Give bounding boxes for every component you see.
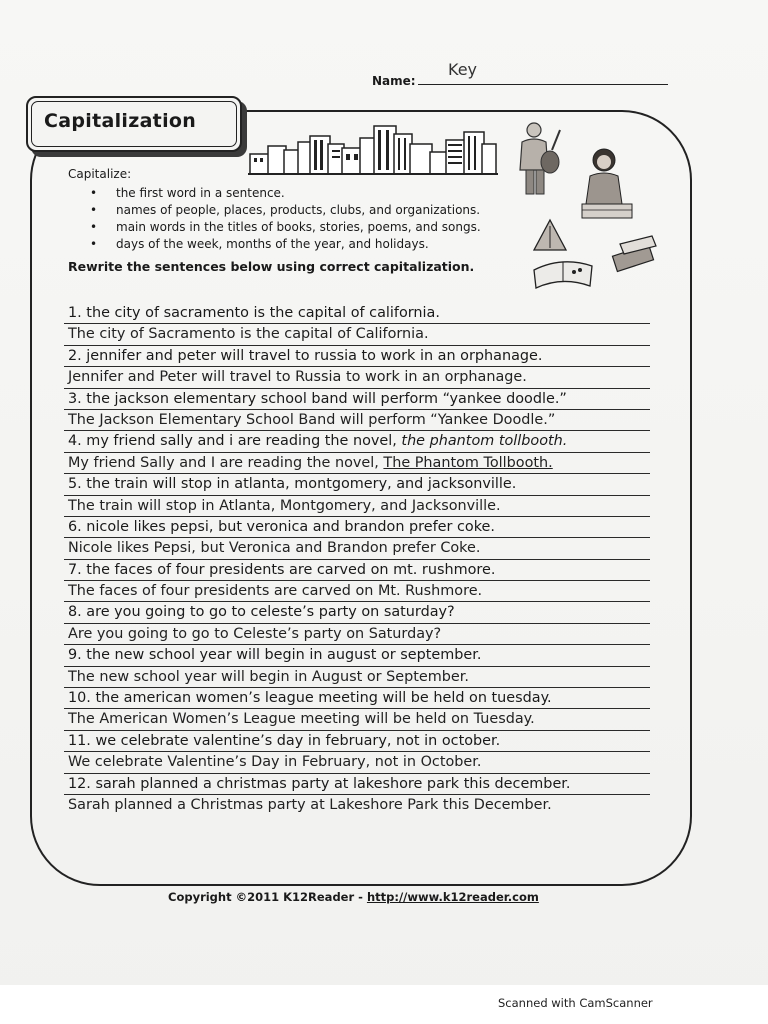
exercise-answer: The American Women’s League meeting will be held on Tuesday. — [64, 709, 650, 730]
page-title: Capitalization — [44, 110, 197, 132]
rules-heading: Capitalize: — [68, 167, 132, 181]
exercise-lines — [64, 303, 650, 816]
exercise-answer: Sarah planned a Christmas party at Lakeshore Park this December. — [68, 796, 552, 813]
exercise-answer: Jennifer and Peter will travel to Russia to work in an orphanage. — [64, 367, 650, 388]
exercise-prompt: 6. nicole likes pepsi, but veronica and brandon prefer coke. — [64, 517, 650, 538]
exercise-prompt: 8. are you going to go to celeste’s party on saturday? — [64, 602, 650, 623]
copyright-text: Copyright ©2011 K12Reader - — [168, 890, 367, 904]
scanner-watermark: Scanned with CamScanner — [498, 996, 653, 1010]
rule-item: • days of the week, months of the year, and holidays. — [68, 236, 538, 253]
name-value: Key — [448, 60, 478, 79]
exercise-answer: We celebrate Valentine’s Day in February, not in October. — [64, 752, 650, 773]
copyright-footer — [168, 890, 539, 904]
instruction-text: Rewrite the sentences below using correct capitalization. — [68, 259, 475, 274]
exercise-prompt: 5. the train will stop in atlanta, montgomery, and jacksonville. — [64, 474, 650, 495]
exercise-prompt: 10. the american women’s league meeting will be held on tuesday. — [64, 688, 650, 709]
book-title: The Phantom Tollbooth. — [383, 454, 553, 471]
exercise-answer: Are you going to go to Celeste’s party on Saturday? — [64, 624, 650, 645]
exercise-answer: The train will stop in Atlanta, Montgomery, and Jacksonville. — [64, 496, 650, 517]
rule-item: • the first word in a sentence. — [68, 185, 538, 202]
exercise-prompt: 7. the faces of four presidents are carved on mt. rushmore. — [64, 560, 650, 581]
girl-reading-icon — [578, 146, 636, 224]
title-box — [26, 96, 242, 152]
exercise-answer: Nicole likes Pepsi, but Veronica and Brandon prefer Coke. — [64, 538, 650, 559]
exercise-answer: The faces of four presidents are carved on Mt. Rushmore. — [64, 581, 650, 602]
book-title: the phantom tollbooth. — [401, 433, 568, 450]
exercise-answer: The city of Sacramento is the capital of California. — [64, 324, 650, 345]
exercise-prompt: 2. jennifer and peter will travel to russia to work in an orphanage. — [64, 346, 650, 367]
footer-link[interactable]: http://www.k12reader.com — [366, 890, 539, 904]
exercise-prompt: 1. the city of sacramento is the capital of california. — [64, 303, 650, 324]
exercise-answer-text: My friend Sally and I are reading the novel, — [68, 454, 384, 471]
name-label: Name: — [372, 74, 416, 88]
exercise-prompt-text: 4. my friend sally and i are reading the novel, — [68, 433, 402, 450]
name-underline — [418, 84, 668, 85]
exercise-prompt: 3. the jackson elementary school band will perform “yankee doodle.” — [64, 389, 650, 410]
name-field — [372, 62, 672, 92]
exercise-prompt: 9. the new school year will begin in august or september. — [64, 645, 650, 666]
rules-list — [68, 185, 538, 253]
music-notes-icon — [532, 216, 596, 290]
exercise-prompt — [64, 431, 650, 452]
exercise-prompt: 12. sarah planned a christmas party at lakeshore park this december. — [64, 774, 650, 795]
exercise-answer — [64, 453, 650, 474]
rule-item: • main words in the titles of books, stories, poems, and songs. — [68, 219, 538, 236]
exercise-prompt: 11. we celebrate valentine’s day in february, not in october. — [64, 731, 650, 752]
exercise-answer: The Jackson Elementary School Band will perform “Yankee Doodle.” — [64, 410, 650, 431]
exercise-answer: The new school year will begin in August or September. — [64, 667, 650, 688]
rule-item: • names of people, places, products, clubs, and organizations. — [68, 202, 538, 219]
capitalization-rules — [68, 166, 538, 253]
books-icon — [610, 232, 658, 274]
